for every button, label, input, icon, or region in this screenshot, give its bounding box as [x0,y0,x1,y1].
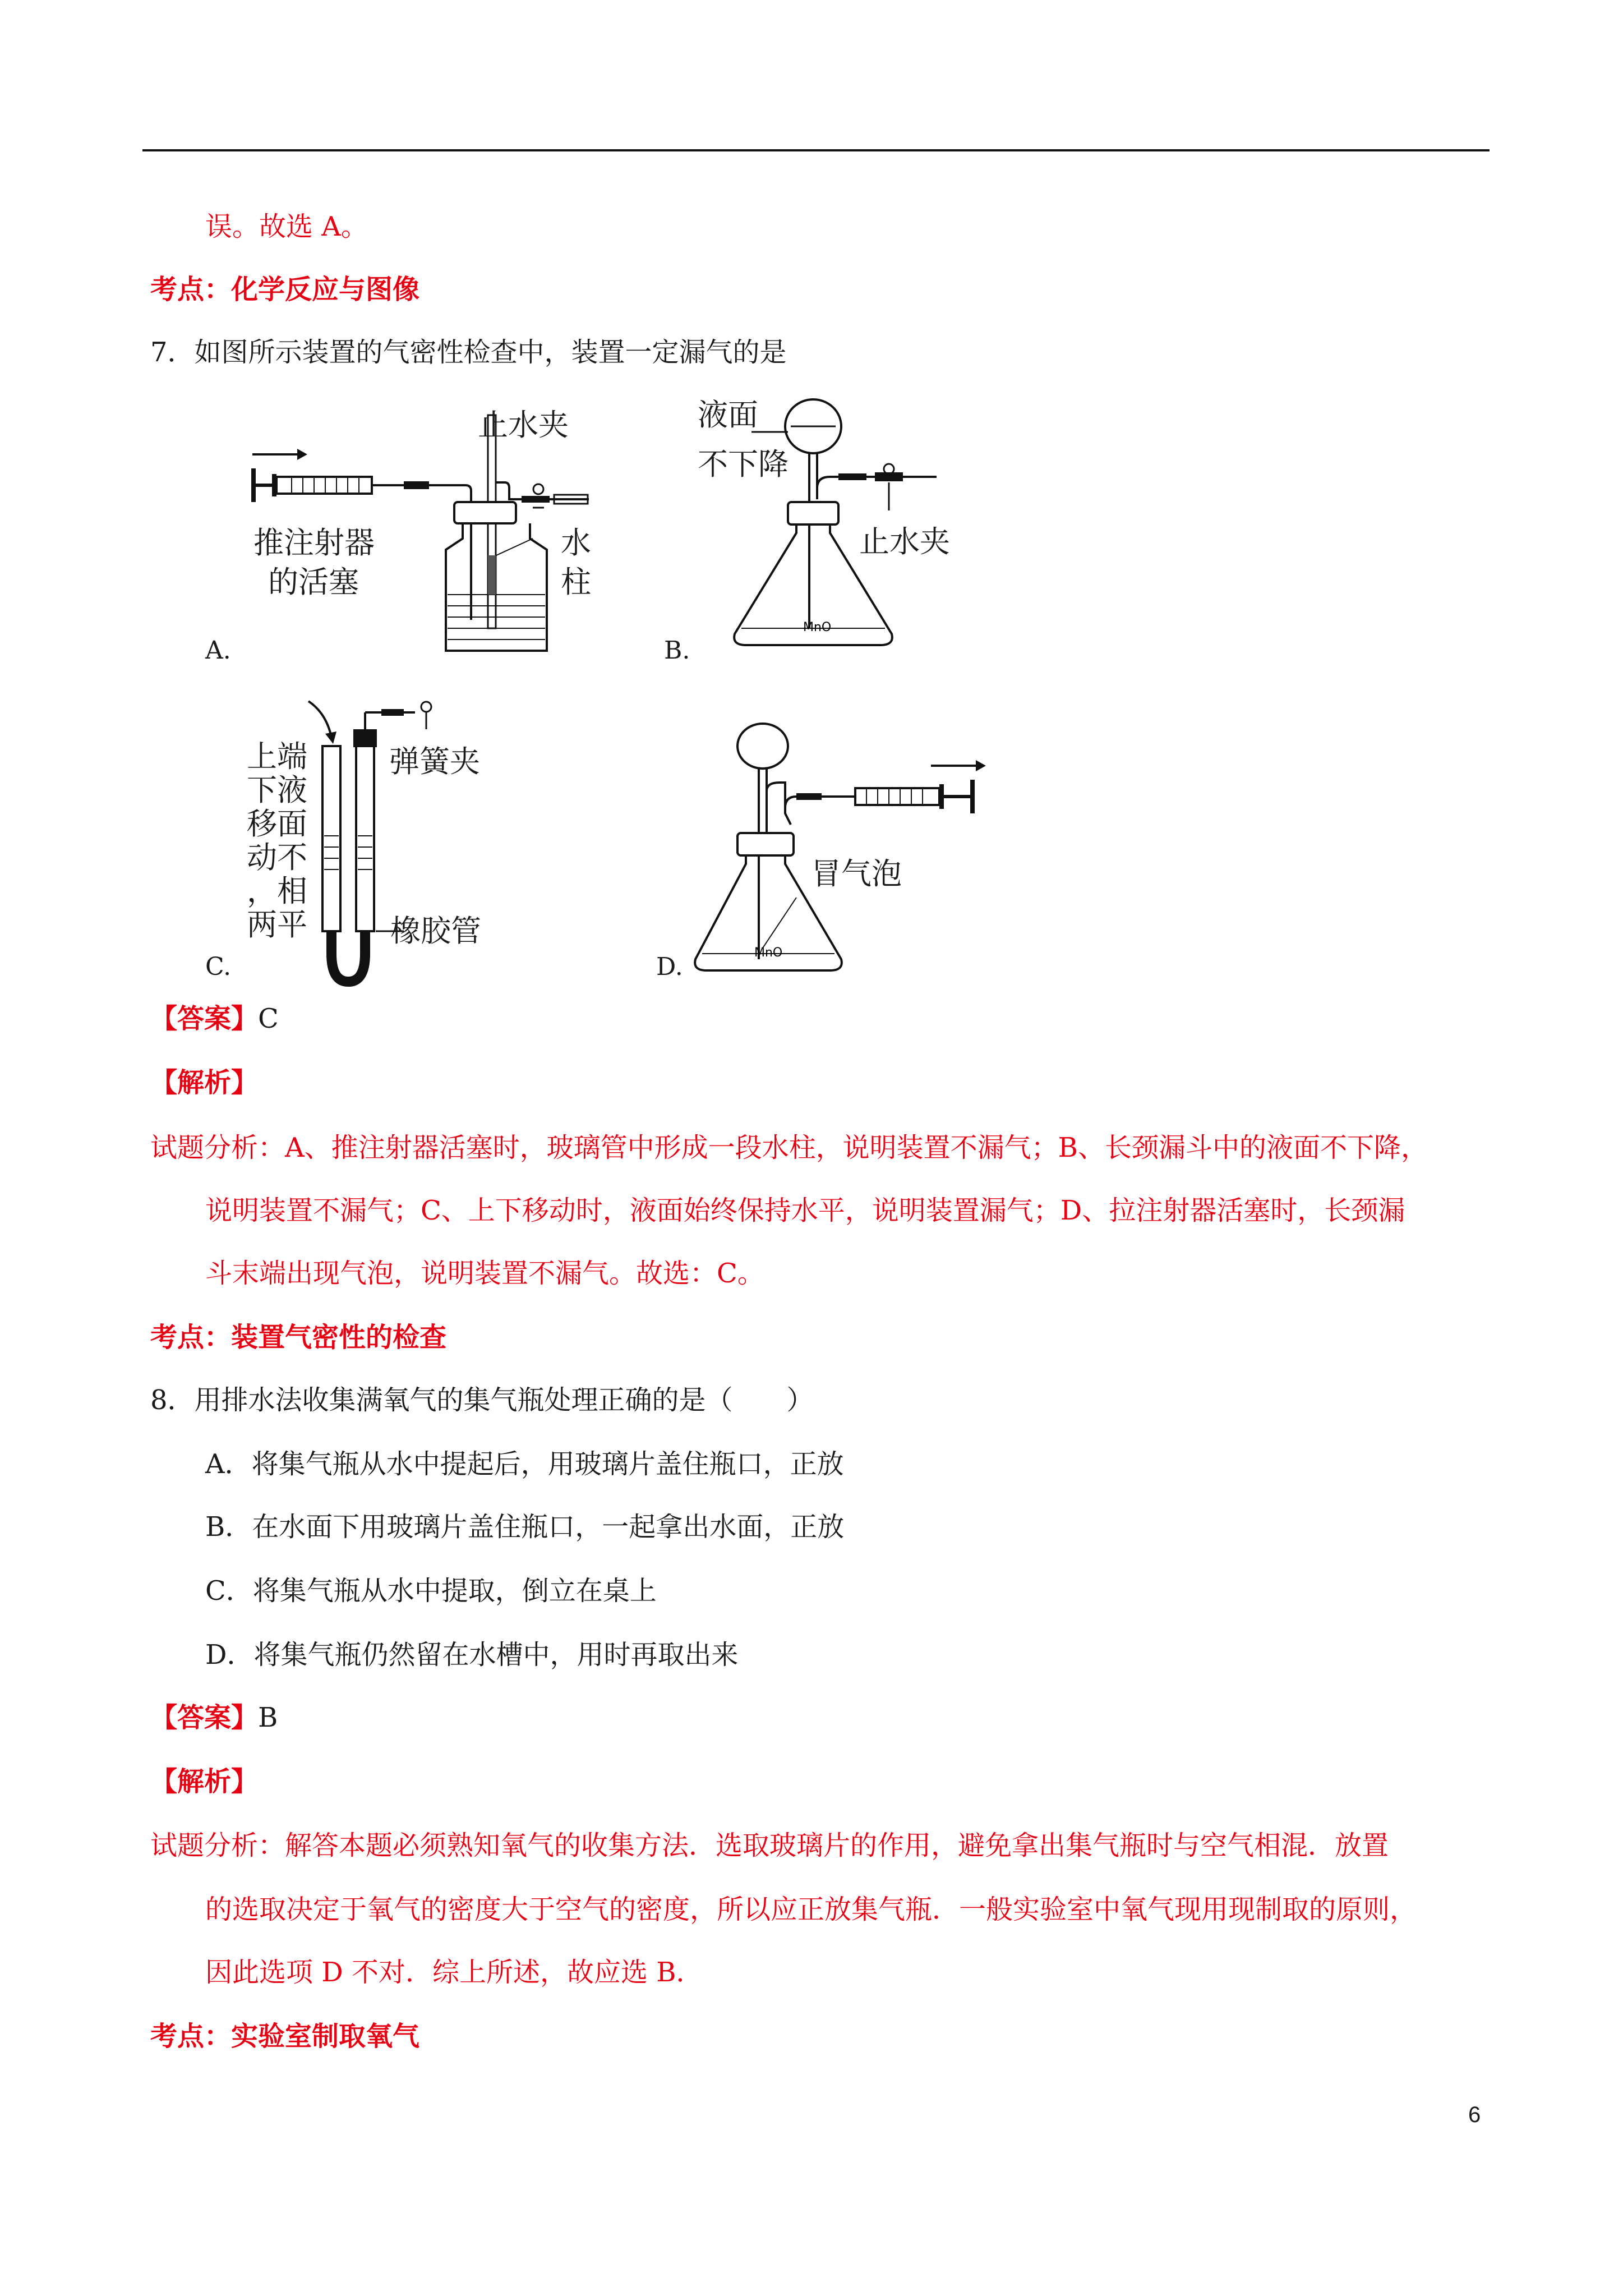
fig-b-label: B. [664,636,690,665]
fig-a-text-column: 柱 [561,564,591,600]
q8-option-c: C．将集气瓶从水中提取，倒立在桌上 [205,1575,657,1607]
q7-answer [150,1001,279,1037]
top-continuation: 误。故选 A。 [205,211,368,242]
fig-c-vtext-3: 移面 [247,806,307,841]
q7-analysis-line-1: 试题分析：A、推注射器活塞时，玻璃管中形成一段水柱，说明装置不漏气；B、长颈漏斗中的液面不下降， [150,1132,1428,1163]
svg-text:MnO: MnO [754,946,783,960]
q8-option-b: B．在水面下用玻璃片盖住瓶口，一起拿出水面，正放 [205,1511,845,1543]
q8-stem: 8．用排水法收集满氧气的集气瓶处理正确的是（ ） [150,1384,814,1416]
fig-b-text-level: 液面 [698,397,758,432]
fig-c-text-spring-clip: 弹簧夹 [389,744,480,779]
fig-c-vtext-4: 动不 [247,840,307,875]
fig-c-label: C. [205,953,232,981]
fig-c-vtext-2: 下液 [247,772,307,808]
q8-answer-value: B [258,1702,278,1733]
q8-answer-tag: 【答案】 [150,1702,259,1733]
fig-c-text-rubber-tube: 橡胶管 [390,913,481,949]
fig-c-vtext-1: 上端 [247,739,307,774]
q7-kaodian: 考点：装置气密性的检查 [150,1322,447,1353]
page-number: 6 [1468,2102,1481,2127]
fig-d-label: D. [656,953,683,981]
fig-a-text-stopcock: 止水夹 [478,407,569,443]
q8-analysis-line-2: 的选取决定于氧气的密度大于空气的密度，所以应正放集气瓶．一般实验室中氧气现用现制取的原则， [205,1894,1417,1925]
q8-option-a: A．将集气瓶从水中提起后，用玻璃片盖住瓶口，正放 [205,1448,844,1480]
q7-answer-tag: 【答案】 [150,1003,259,1034]
q8-analysis-line-3: 因此选项 D 不对．综上所述，故应选 B． [205,1957,703,1988]
q7-analysis-line-3: 斗末端出现气泡，说明装置不漏气。故选：C。 [205,1258,764,1289]
q8-option-d: D．将集气瓶仍然留在水槽中，用时再取出来 [205,1639,739,1671]
header-rule [142,149,1490,151]
svg-text:MnO: MnO [803,620,832,634]
q8-kaodian: 考点：实验室制取氧气 [150,2021,420,2052]
fig-d-text-bubbles: 冒气泡 [811,856,902,891]
figure-d-diagram [684,712,1009,993]
fig-c-vtext-5: ，相 [247,873,307,909]
fig-a-label: A. [205,636,231,665]
q6-kaodian: 考点：化学反应与图像 [150,274,420,305]
q7-stem: 7．如图所示装置的气密性检查中，装置一定漏气的是 [150,337,787,368]
q7-analysis-line-2: 说明装置不漏气；C、上下移动时，液面始终保持水平，说明装置漏气；D、拉注射器活塞时，长颈漏 [205,1195,1405,1226]
q7-answer-value: C [258,1003,279,1034]
q8-analysis-line-1: 试题分析：解答本题必须熟知氧气的收集方法．选取玻璃片的作用，避免拿出集气瓶时与空气相混．放置 [150,1830,1389,1861]
q8-answer [150,1700,278,1736]
fig-a-text-water: 水 [561,525,591,560]
q7-analysis-tag: 【解析】 [150,1067,259,1098]
fig-c-vtext-6: 两平 [247,907,307,942]
fig-b-text-not-drop: 不下降 [698,447,789,482]
q8-analysis-tag: 【解析】 [150,1766,259,1797]
fig-b-text-stopcock: 止水夹 [859,524,950,559]
fig-a-text-push-1: 推注射器 [253,525,375,560]
fig-a-text-push-2: 的活塞 [268,564,359,600]
